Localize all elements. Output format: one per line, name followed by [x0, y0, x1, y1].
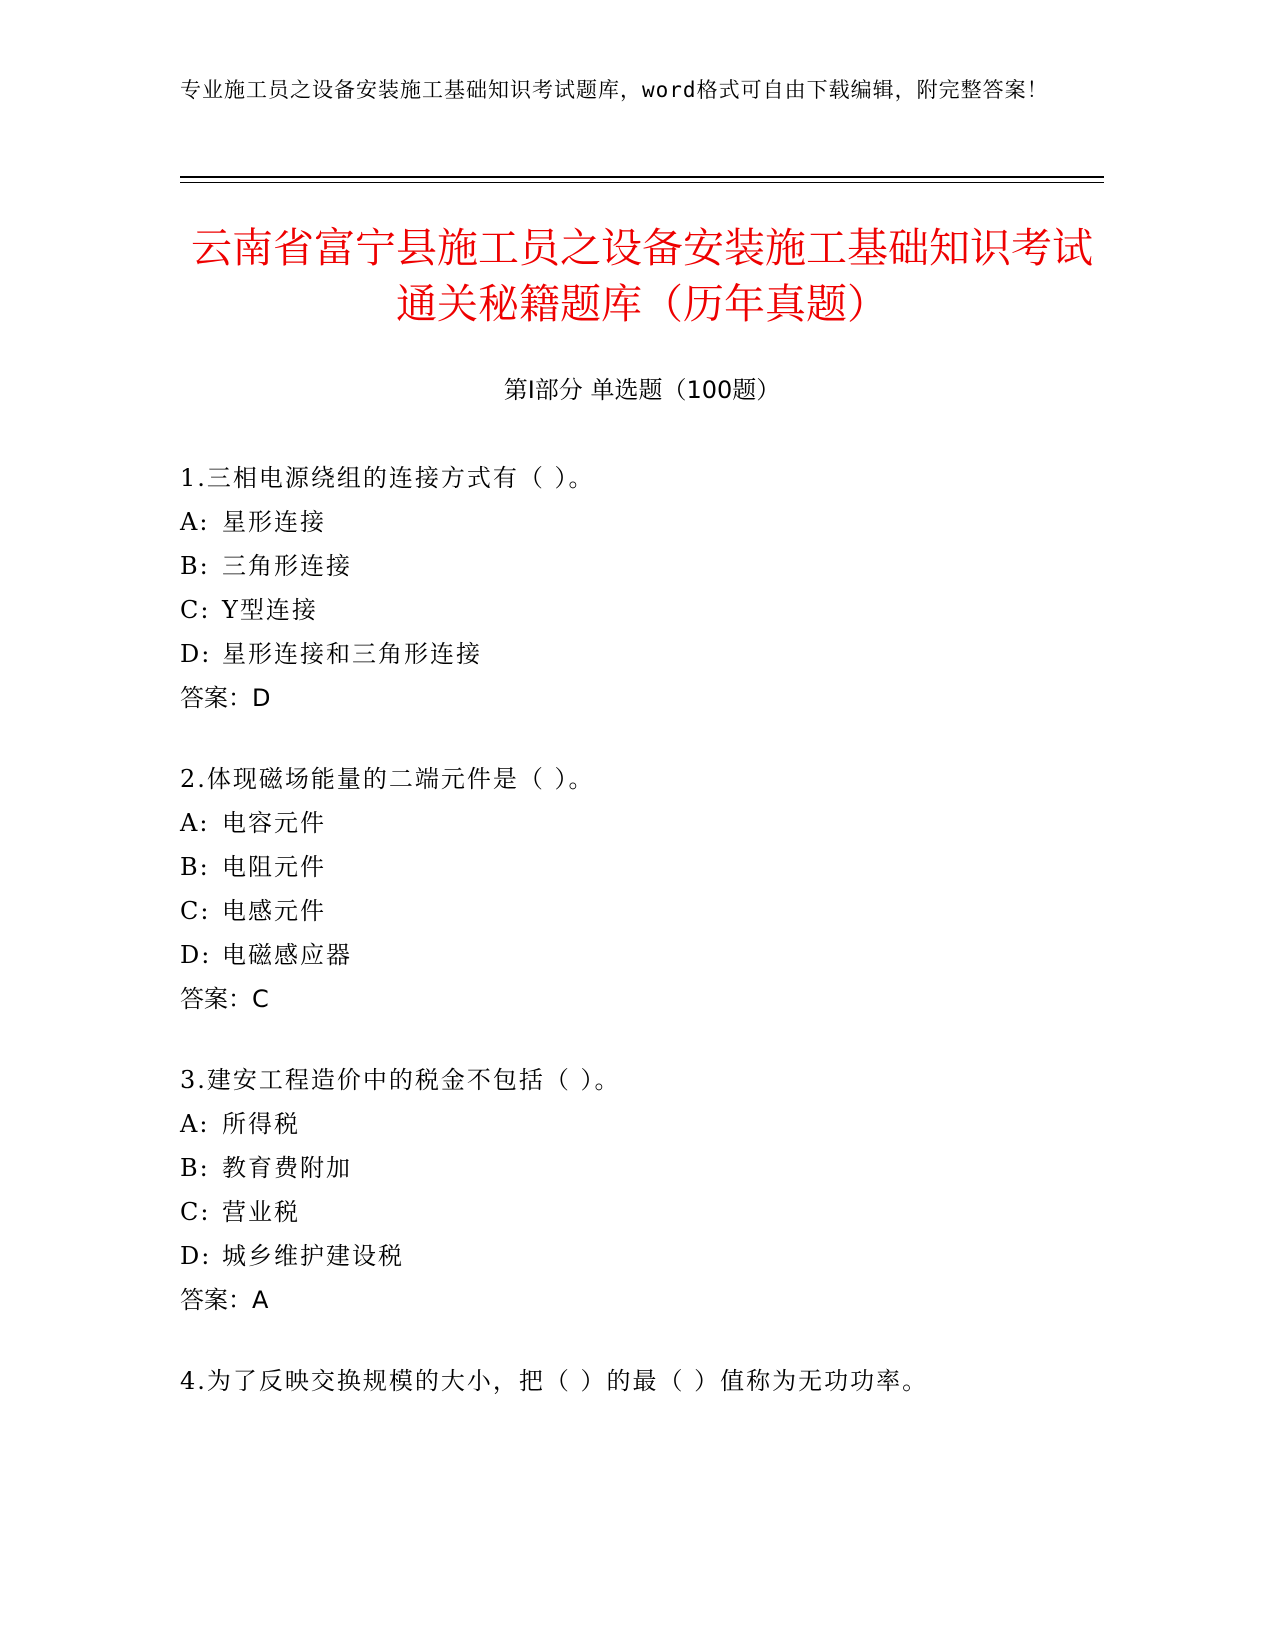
option-text: 营业税	[222, 1198, 300, 1226]
question-1	[180, 456, 1104, 720]
option-a	[180, 801, 1104, 845]
option-c	[180, 889, 1104, 933]
option-c	[180, 1190, 1104, 1234]
answer-line: 答案：C	[180, 985, 269, 1013]
option-text: 教育费附加	[222, 1154, 352, 1182]
question-stem: 2.体现磁场能量的二端元件是（ ）。	[180, 765, 595, 793]
option-letter: B:	[180, 853, 210, 881]
answer-line: 答案：D	[180, 684, 271, 712]
option-letter: C:	[180, 897, 211, 925]
option-a	[180, 1102, 1104, 1146]
question-stem: 4.为了反映交换规模的大小，把（ ）的最（ ）值称为无功功率。	[180, 1367, 929, 1395]
option-d	[180, 1234, 1104, 1278]
header-divider-thick	[180, 176, 1104, 178]
option-letter: A:	[180, 809, 210, 837]
question-stem: 3.建安工程造价中的税金不包括（ ）。	[180, 1066, 621, 1094]
question-3	[180, 1058, 1104, 1322]
option-b	[180, 845, 1104, 889]
option-text: 星形连接	[222, 508, 326, 536]
option-text: 所得税	[222, 1110, 300, 1138]
option-text: 电阻元件	[222, 853, 326, 881]
option-letter: C:	[180, 1198, 211, 1226]
option-letter: C:	[180, 596, 211, 624]
option-letter: D:	[180, 941, 212, 969]
option-letter: D:	[180, 640, 212, 668]
option-d	[180, 632, 1104, 676]
option-letter: B:	[180, 552, 210, 580]
option-text: 电容元件	[222, 809, 326, 837]
option-c	[180, 588, 1104, 632]
question-2	[180, 757, 1104, 1021]
option-text: 电磁感应器	[222, 941, 352, 969]
option-letter: D:	[180, 1242, 212, 1270]
answer-line: 答案：A	[180, 1286, 269, 1314]
header-note: 专业施工员之设备安装施工基础知识考试题库，word格式可自由下载编辑，附完整答案！	[180, 78, 1049, 102]
option-text: 电感元件	[222, 897, 326, 925]
question-stem: 1.三相电源绕组的连接方式有（ ）。	[180, 464, 595, 492]
option-d	[180, 933, 1104, 977]
option-b	[180, 1146, 1104, 1190]
option-text: 三角形连接	[222, 552, 352, 580]
option-letter: A:	[180, 1110, 210, 1138]
option-letter: B:	[180, 1154, 210, 1182]
option-letter: A:	[180, 508, 210, 536]
section-title: 第Ⅰ部分 单选题（100题）	[503, 376, 781, 404]
header-divider-thin	[180, 182, 1104, 183]
option-b	[180, 544, 1104, 588]
option-text: 城乡维护建设税	[222, 1242, 404, 1270]
option-a	[180, 500, 1104, 544]
option-text: Y型连接	[222, 596, 318, 624]
option-text: 星形连接和三角形连接	[222, 640, 482, 668]
document-title: 云南省富宁县施工员之设备安装施工基础知识考试通关秘籍题库（历年真题）	[191, 224, 1093, 328]
question-list	[180, 456, 1104, 1440]
question-4	[180, 1359, 1104, 1403]
